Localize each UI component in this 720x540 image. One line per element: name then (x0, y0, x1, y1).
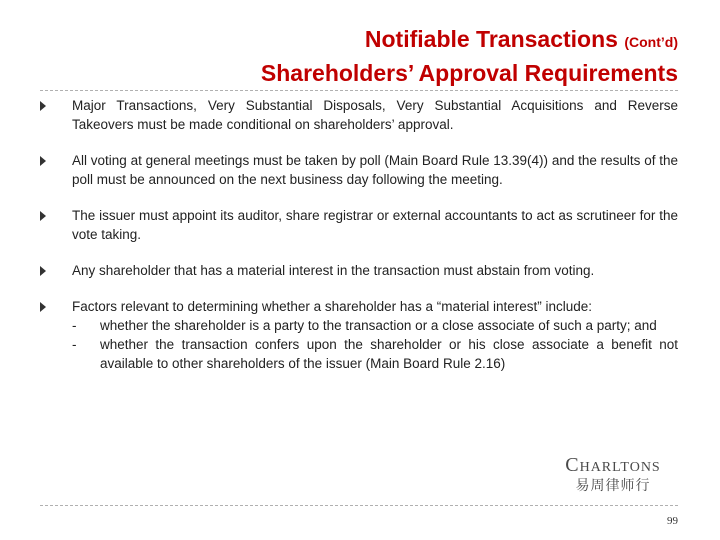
sub-item-text: whether the transaction confers upon the shareholder or his close associate a benefit not available to other shareholders of the issuer (Main Board Rule 2.16) (100, 337, 678, 371)
sub-item (72, 335, 678, 373)
bullet-text: Factors relevant to determining whether a shareholder has a “material interest” include: (72, 299, 593, 314)
sub-item (72, 316, 678, 335)
bullet-item (40, 206, 678, 244)
dash-marker: - (72, 318, 77, 333)
bullet-item (40, 151, 678, 189)
triangle-right-icon (40, 156, 46, 166)
logo-name: Charltons (565, 454, 661, 476)
top-divider (40, 90, 678, 91)
title-suffix: (Cont’d) (624, 34, 678, 50)
slide-title (261, 24, 678, 89)
triangle-right-icon (40, 302, 46, 312)
title-main: Notifiable Transactions (364, 26, 618, 52)
triangle-right-icon (40, 211, 46, 221)
bullet-item (40, 297, 678, 373)
logo-chinese-name: 易周律师行 (575, 478, 651, 494)
sub-item-text: whether the shareholder is a party to the transaction or a close associate of such a party; and (100, 318, 657, 333)
triangle-right-icon (40, 101, 46, 111)
title-line-1 (261, 24, 678, 57)
bullet-text: All voting at general meetings must be taken by poll (Main Board Rule 13.39(4)) and the results of the poll must be announced on the next business day following the meeting. (72, 153, 678, 187)
title-line-2: Shareholders’ Approval Requirements (260, 60, 678, 86)
page-number: 99 (667, 515, 678, 527)
bullet-item (40, 96, 678, 134)
sub-list (72, 316, 678, 373)
bullet-item (40, 261, 678, 280)
bullet-list (40, 96, 678, 390)
triangle-right-icon (40, 266, 46, 276)
dash-marker: - (72, 337, 77, 352)
charltons-logo (548, 454, 678, 496)
bullet-text: The issuer must appoint its auditor, share registrar or external accountants to act as scrutineer for the vote taking. (72, 208, 678, 242)
bullet-text: Any shareholder that has a material interest in the transaction must abstain from voting. (72, 263, 595, 278)
bullet-text: Major Transactions, Very Substantial Disposals, Very Substantial Acquisitions and Reverse Takeovers must be made conditional on shareholders’ approval. (72, 98, 678, 132)
bottom-divider (40, 505, 678, 506)
